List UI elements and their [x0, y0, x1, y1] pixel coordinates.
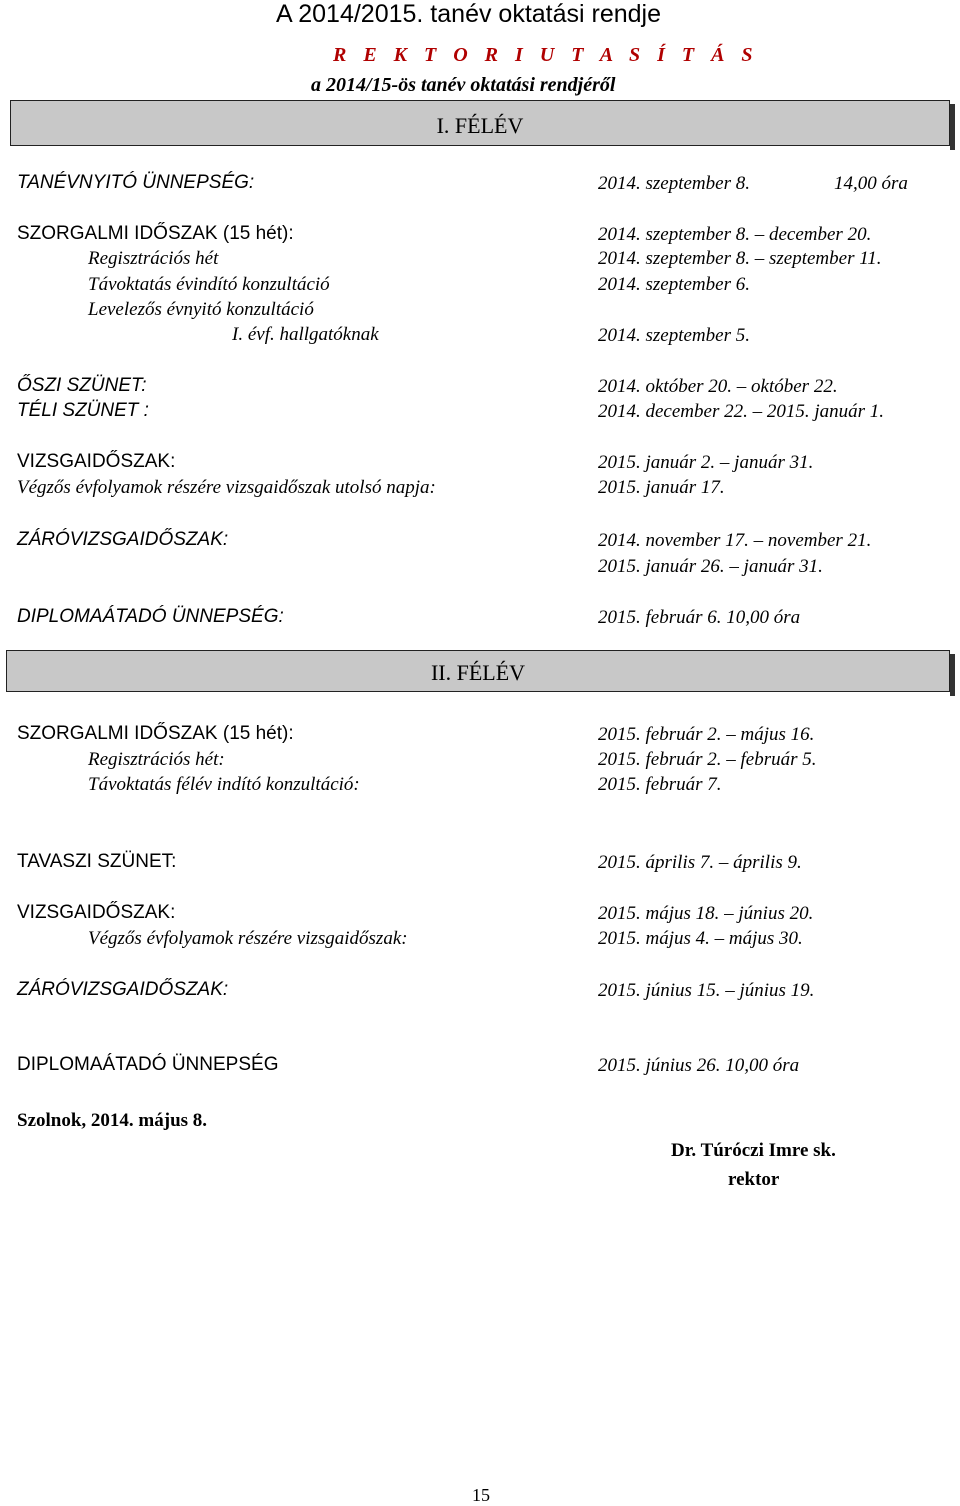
- exam-period-label: VIZSGAIDŐSZAK:: [17, 451, 176, 472]
- study-period-label: SZORGALMI IDŐSZAK (15 hét):: [17, 223, 294, 244]
- first-year-label: I. évf. hallgatóknak: [232, 324, 379, 345]
- band-shadow: [950, 104, 955, 150]
- document-subtitle-2: a 2014/15-ös tanév oktatási rendjéről: [311, 74, 616, 96]
- spring-break-dates: 2015. április 7. – április 9.: [598, 852, 802, 873]
- s2-exam-period-dates: 2015. május 18. – június 20.: [598, 903, 814, 924]
- first-year-date: 2014. szeptember 5.: [598, 325, 750, 346]
- autumn-break-dates: 2014. október 20. – október 22.: [598, 376, 838, 397]
- registration-week-label: Regisztrációs hét: [88, 248, 219, 269]
- semester1-heading: [10, 100, 950, 146]
- opening-ceremony-date: 2014. szeptember 8.: [598, 173, 750, 194]
- opening-ceremony-label: TANÉVNYITÓ ÜNNEPSÉG:: [17, 172, 255, 193]
- s2-graduating-exam-dates: 2015. május 4. – május 30.: [598, 928, 803, 949]
- distance-consultation-label: Távoktatás évindító konzultáció: [88, 274, 330, 295]
- winter-break-label: TÉLI SZÜNET :: [17, 400, 149, 421]
- s2-study-period-label: SZORGALMI IDŐSZAK (15 hét):: [17, 723, 294, 744]
- spring-break-label: TAVASZI SZÜNET:: [17, 851, 177, 872]
- page-title: A 2014/2015. tanév oktatási rendje: [276, 0, 662, 28]
- page-number: 15: [472, 1485, 490, 1505]
- registration-week-dates: 2014. szeptember 8. – szeptember 11.: [598, 248, 882, 269]
- place-date: Szolnok, 2014. május 8.: [17, 1110, 208, 1131]
- s2-study-period-dates: 2015. február 2. – május 16.: [598, 724, 815, 745]
- final-exam-dates-1: 2014. november 17. – november 21.: [598, 530, 872, 551]
- distance-consultation-date: 2014. szeptember 6.: [598, 274, 750, 295]
- signer-title: rektor: [728, 1169, 780, 1190]
- final-exam-label: ZÁRÓVIZSGAIDŐSZAK:: [17, 529, 229, 550]
- s2-final-exam-label: ZÁRÓVIZSGAIDŐSZAK:: [17, 979, 229, 1000]
- exam-period-dates: 2015. január 2. – január 31.: [598, 452, 814, 473]
- document-subtitle: R E K T O R I U T A S Í T Á S: [333, 44, 759, 66]
- semester2-heading: [6, 650, 950, 692]
- s2-graduating-exam-label: Végzős évfolyamok részére vizsgaidőszak:: [88, 928, 408, 949]
- semester1-heading-text: I. FÉLÉV: [436, 113, 524, 138]
- final-exam-dates-2: 2015. január 26. – január 31.: [598, 556, 823, 577]
- s2-final-exam-dates: 2015. június 15. – június 19.: [598, 980, 815, 1001]
- study-period-dates: 2014. szeptember 8. – december 20.: [598, 224, 872, 245]
- s2-exam-period-label: VIZSGAIDŐSZAK:: [17, 902, 176, 923]
- s2-distance-consultation-label: Távoktatás félév indító konzultáció:: [88, 774, 360, 795]
- graduation-ceremony-label: DIPLOMAÁTADÓ ÜNNEPSÉG:: [17, 606, 284, 627]
- correspondence-consultation-label: Levelezős évnyitó konzultáció: [88, 299, 314, 320]
- opening-ceremony-time: 14,00 óra: [834, 173, 908, 194]
- graduation-ceremony-date: 2015. február 6. 10,00 óra: [598, 607, 801, 628]
- s2-graduation-date: 2015. június 26. 10,00 óra: [598, 1055, 800, 1076]
- s2-graduation-label: DIPLOMAÁTADÓ ÜNNEPSÉG: [17, 1054, 279, 1075]
- s2-registration-dates: 2015. február 2. – február 5.: [598, 749, 817, 770]
- signer-name: Dr. Túróczi Imre sk.: [671, 1140, 836, 1161]
- winter-break-dates: 2014. december 22. – 2015. január 1.: [598, 401, 885, 422]
- band-shadow-2: [950, 654, 955, 696]
- s2-registration-label: Regisztrációs hét:: [88, 749, 225, 770]
- semester2-heading-text: II. FÉLÉV: [430, 660, 526, 685]
- s2-distance-consultation-date: 2015. február 7.: [598, 774, 722, 795]
- graduating-exam-date: 2015. január 17.: [598, 477, 725, 498]
- autumn-break-label: ŐSZI SZÜNET:: [17, 375, 147, 396]
- graduating-exam-label: Végzős évfolyamok részére vizsgaidőszak utolsó napja:: [17, 477, 436, 498]
